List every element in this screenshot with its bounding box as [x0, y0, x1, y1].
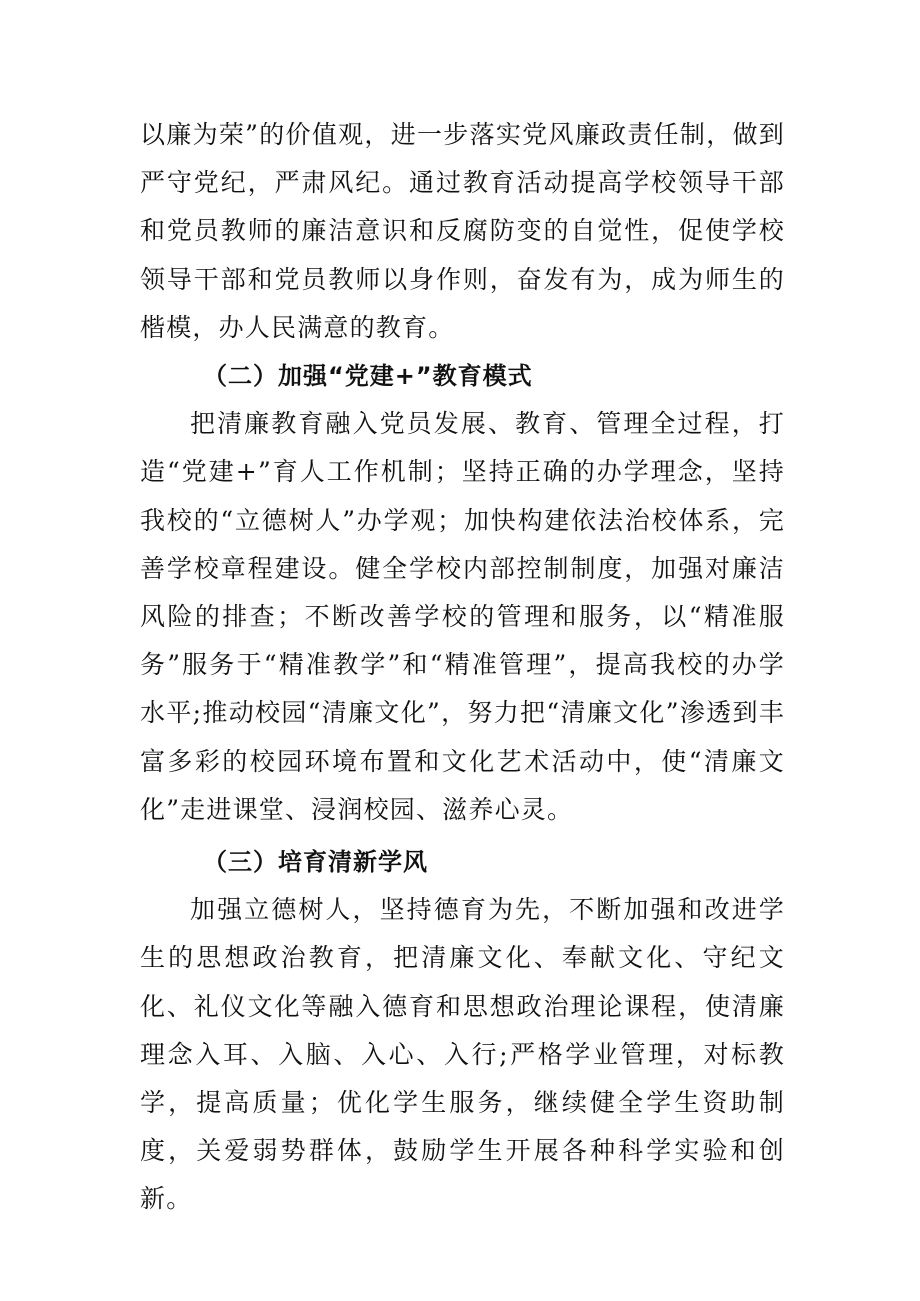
section-3-paragraph: 加强立德树人，坚持德育为先，不断加强和改进学生的思想政治教育，把清廉文化、奉献文化、守纪文化、礼仪文化等融入德育和思想政治理论课程，使清廉理念入耳、入脑、入心、入行;严格学业管理，对标教学，提高质量；优化学生服务，继续健全学生资助制度，关爱弱势群体，鼓励学生开展各种科学实验和创新。: [140, 895, 785, 1214]
section-3-heading: （三）培育清新学风: [203, 848, 428, 877]
intro-paragraph: 以廉为荣”的价值观，进一步落实党风廉政责任制，做到严守党纪，严肃风纪。通过教育活动提高学校领导干部和党员教师的廉洁意识和反腐防变的自觉性，促使学校领导干部和党员教师以身作则，奋发有为，成为师生的楷模，办人民满意的教育。: [140, 120, 785, 342]
section-2-paragraph: 把清廉教育融入党员发展、教育、管理全过程，打造“党建+”育人工作机制；坚持正确的办学理念，坚持我校的“立德树人”办学观；加快构建依法治校体系，完善学校章程建设。健全学校内部控制制度，加强对廉洁风险的排查；不断改善学校的管理和服务，以“精准服务”服务于“精准教学”和“精准管理”，提高我校的办学水平;推动校园“清廉文化”，努力把“清廉文化”渗透到丰富多彩的校园环境布置和文化艺术活动中，使“清廉文化”走进课堂、浸润校园、滋养心灵。: [140, 409, 785, 824]
document-page: [140, 111, 785, 1224]
section-2-heading: （二）加强“党建+”教育模式: [203, 362, 533, 391]
